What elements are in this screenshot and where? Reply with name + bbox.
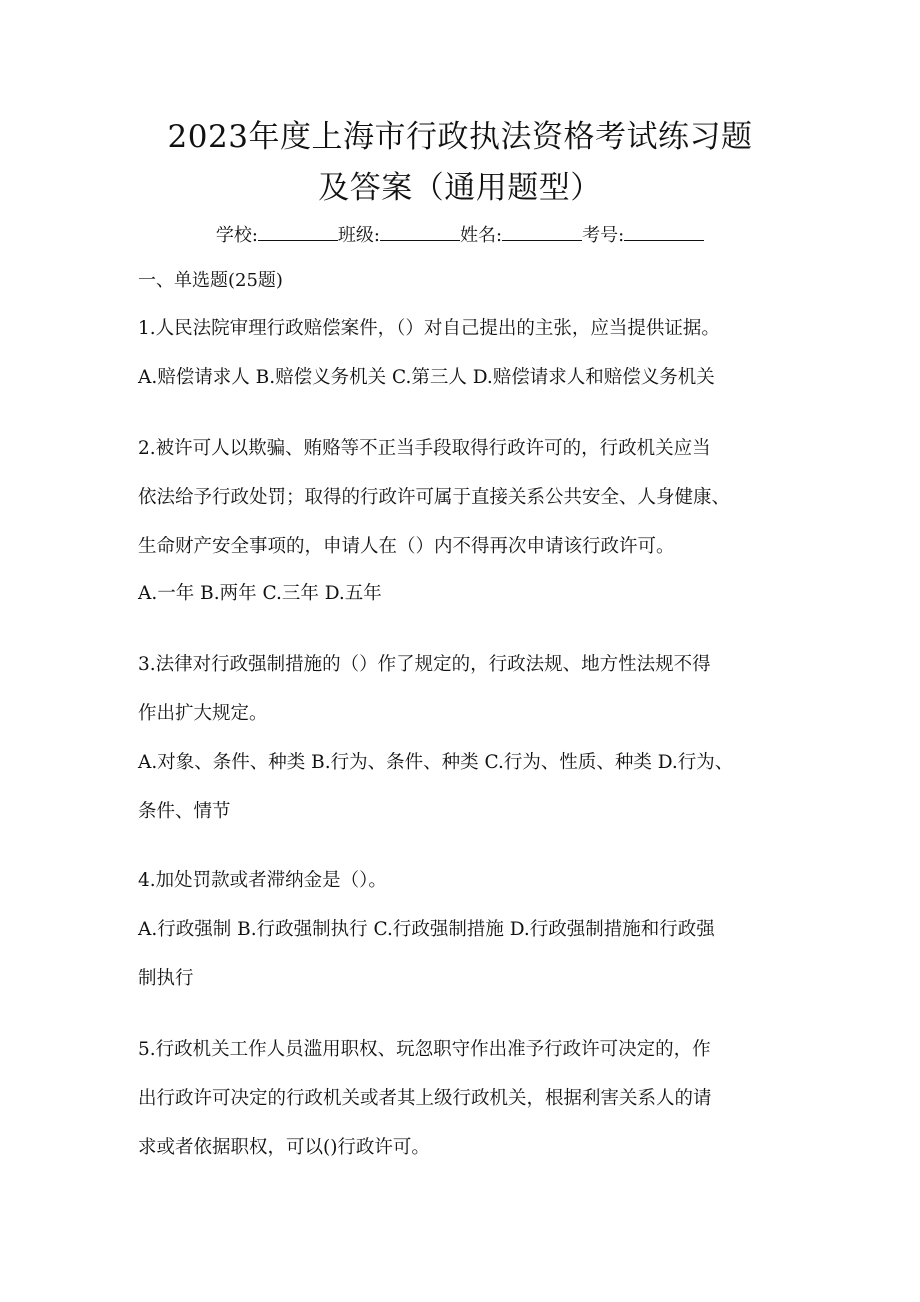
question-3-options-line-1: A.对象、条件、种类 B.行为、条件、种类 C.行为、性质、种类 D.行为、 <box>138 752 734 773</box>
class-label: 班级: <box>337 225 380 246</box>
question-3-options-line-2: 条件、情节 <box>138 801 231 822</box>
section-heading: 一、单选题(25题) <box>138 270 283 291</box>
question-1-line-1: 1.人民法院审理行政赔偿案件，（）对自己提出的主张，应当提供证据。 <box>138 318 720 339</box>
class-blank <box>380 224 460 241</box>
exam-no-blank <box>624 224 704 241</box>
student-info-line <box>0 224 920 245</box>
question-4-options-line-1: A.行政强制 B.行政强制执行 C.行政强制措施 D.行政强制措施和行政强 <box>138 919 715 940</box>
name-blank <box>502 224 582 241</box>
question-5-line-3: 求或者依据职权，可以()行政许可。 <box>138 1137 430 1158</box>
school-label: 学校: <box>215 225 258 246</box>
question-3-line-2: 作出扩大规定。 <box>138 703 268 724</box>
question-3-line-1: 3.法律对行政强制措施的（）作了规定的，行政法规、地方性法规不得 <box>138 654 711 675</box>
question-2-options: A.一年 B.两年 C.三年 D.五年 <box>138 583 382 604</box>
question-5-line-2: 出行政许可决定的行政机关或者其上级行政机关，根据利害关系人的请 <box>138 1088 712 1109</box>
question-2-line-2: 依法给予行政处罚；取得的行政许可属于直接关系公共安全、人身健康、 <box>138 487 731 508</box>
title-line-2: 及答案（通用题型） <box>318 170 602 206</box>
exam-no-label: 考号: <box>582 225 625 246</box>
school-blank <box>258 224 338 241</box>
question-5-line-1: 5.行政机关工作人员滥用职权、玩忽职守作出准予行政许可决定的，作 <box>138 1039 711 1060</box>
name-label: 姓名: <box>460 225 503 246</box>
question-1-options: A.赔偿请求人 B.赔偿义务机关 C.第三人 D.赔偿请求人和赔偿义务机关 <box>138 367 715 388</box>
question-4-line-1: 4.加处罚款或者滞纳金是（）。 <box>138 870 387 891</box>
question-2-line-1: 2.被许可人以欺骗、贿赂等不正当手段取得行政许可的，行政机关应当 <box>138 438 711 459</box>
title-line-1: 2023年度上海市行政执法资格考试练习题 <box>167 119 753 155</box>
question-2-line-3: 生命财产安全事项的，申请人在（）内不得再次申请该行政许可。 <box>138 536 675 557</box>
question-4-options-line-2: 制执行 <box>138 968 194 989</box>
